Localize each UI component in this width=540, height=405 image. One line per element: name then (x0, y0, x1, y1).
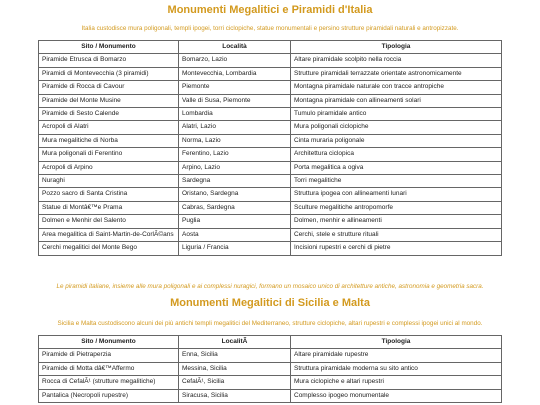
type-cell: Tumulo piramidale antico (291, 108, 502, 121)
location-cell: Montevecchia, Lombardia (179, 67, 291, 80)
location-cell: Siracusa, Sicilia (179, 389, 291, 402)
table-row (39, 242, 502, 255)
site-cell: Statue di Montâ€™e Prama (39, 201, 179, 214)
site-cell: Piramide Etrusca di Bomarzo (39, 54, 179, 67)
table-row (39, 362, 502, 375)
column-header-type: Tipologia (291, 336, 502, 349)
location-cell: Ferentino, Lazio (179, 148, 291, 161)
location-cell: Piemonte (179, 81, 291, 94)
location-cell: Arpino, Lazio (179, 161, 291, 174)
table-row (39, 121, 502, 134)
type-cell: Dolmen, menhir e allineamenti (291, 215, 502, 228)
site-cell: Piramide di Motta dâ€™Affermo (39, 362, 179, 375)
column-header-type: Tipologia (291, 41, 502, 54)
type-cell: Mura poligonali ciclopiche (291, 121, 502, 134)
location-cell: Bomarzo, Lazio (179, 54, 291, 67)
table-row (39, 161, 502, 174)
table-row (39, 215, 502, 228)
type-cell: Porta megalitica a ogiva (291, 161, 502, 174)
site-cell: Pantalica (Necropoli rupestre) (39, 389, 179, 402)
site-cell: Mura megalitiche di Norba (39, 134, 179, 147)
site-cell: Rocca di CefalÃ¹ (strutture megalitiche) (39, 376, 179, 389)
location-cell: Alatri, Lazio (179, 121, 291, 134)
table-row (39, 376, 502, 389)
table-row (39, 54, 502, 67)
site-cell: Piramide di Sesto Calende (39, 108, 179, 121)
column-header-location: LocalitÃ (179, 336, 291, 349)
table-row (39, 349, 502, 362)
site-cell: Area megalitica di Saint-Martin-de-CorlÃ©ans (39, 228, 179, 241)
table-row (39, 389, 502, 402)
location-cell: Cabras, Sardegna (179, 201, 291, 214)
table-row (39, 175, 502, 188)
location-cell: Enna, Sicilia (179, 349, 291, 362)
table-row (39, 228, 502, 241)
location-cell: Aosta (179, 228, 291, 241)
table-row (39, 201, 502, 214)
table-row (39, 188, 502, 201)
type-cell: Mura ciclopiche e altari rupestri (291, 376, 502, 389)
table-row (39, 108, 502, 121)
location-cell: Oristano, Sardegna (179, 188, 291, 201)
type-cell: Montagna piramidale naturale con tracce antropiche (291, 81, 502, 94)
table-header-row (39, 336, 502, 349)
column-header-site: Sito / Monumento (39, 41, 179, 54)
type-cell: Struttura piramidale moderna su sito antico (291, 362, 502, 375)
section1-note: Le piramidi italiane, insieme alle mura poligonali e ai complessi nuragici, formano un mosaico unico di architetture antiche, astronomia e geometria sacra. (56, 283, 484, 290)
location-cell: Sardegna (179, 175, 291, 188)
site-cell: Piramidi di Montevecchia (3 piramidi) (39, 67, 179, 80)
type-cell: Torri megalitiche (291, 175, 502, 188)
section2-title: Monumenti Megalitici di Sicilia e Malta (170, 297, 370, 309)
table-header-row (39, 41, 502, 54)
location-cell: Valle di Susa, Piemonte (179, 94, 291, 107)
section1-intro: Italia custodisce mura poligonali, templi ipogei, torri ciclopiche, statue monumentali e persino strutture piramidali naturali e antropizzate. (81, 25, 459, 32)
section2-intro: Sicilia e Malta custodiscono alcuni dei più antichi templi megalitici del Mediterraneo, strutture ciclopiche, altari rupestri e complessi ipogei unici al mondo. (57, 320, 483, 327)
location-cell: Norma, Lazio (179, 134, 291, 147)
site-cell: Acropoli di Alatri (39, 121, 179, 134)
location-cell: Messina, Sicilia (179, 362, 291, 375)
section1-table (38, 40, 502, 256)
column-header-location: Località (179, 41, 291, 54)
type-cell: Cerchi, stele e strutture rituali (291, 228, 502, 241)
section1-title: Monumenti Megalitici e Piramidi d'Italia (167, 4, 373, 16)
site-cell: Pozzo sacro di Santa Cristina (39, 188, 179, 201)
type-cell: Struttura ipogea con allineamenti lunari (291, 188, 502, 201)
site-cell: Piramide del Monte Musine (39, 94, 179, 107)
type-cell: Cinta muraria poligonale (291, 134, 502, 147)
type-cell: Incisioni rupestri e cerchi di pietre (291, 242, 502, 255)
location-cell: CefalÃ¹, Sicilia (179, 376, 291, 389)
location-cell: Lombardia (179, 108, 291, 121)
type-cell: Altare piramidale rupestre (291, 349, 502, 362)
type-cell: Montagna piramidale con allineamenti solari (291, 94, 502, 107)
column-header-site: Sito / Monumento (39, 336, 179, 349)
site-cell: Dolmen e Menhir del Salento (39, 215, 179, 228)
site-cell: Nuraghi (39, 175, 179, 188)
type-cell: Complesso ipogeo monumentale (291, 389, 502, 402)
table-row (39, 94, 502, 107)
table-row (39, 67, 502, 80)
site-cell: Piramide di Rocca di Cavour (39, 81, 179, 94)
site-cell: Piramide di Pietraperzia (39, 349, 179, 362)
type-cell: Strutture piramidali terrazzate orientate astronomicamente (291, 67, 502, 80)
table-row (39, 134, 502, 147)
type-cell: Altare piramidale scolpito nella roccia (291, 54, 502, 67)
type-cell: Architettura ciclopica (291, 148, 502, 161)
site-cell: Acropoli di Arpino (39, 161, 179, 174)
location-cell: Puglia (179, 215, 291, 228)
table-row (39, 81, 502, 94)
table-row (39, 148, 502, 161)
section2-table (38, 335, 502, 403)
site-cell: Cerchi megalitici del Monte Bego (39, 242, 179, 255)
site-cell: Mura poligonali di Ferentino (39, 148, 179, 161)
location-cell: Liguria / Francia (179, 242, 291, 255)
type-cell: Sculture megalitiche antropomorfe (291, 201, 502, 214)
